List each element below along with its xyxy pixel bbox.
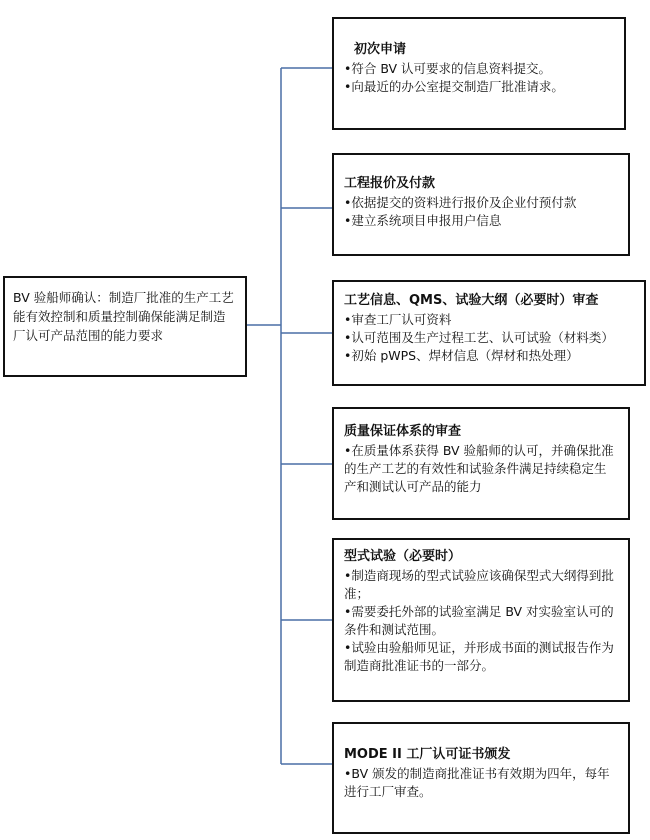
- step-item: •向最近的办公室提交制造厂批准请求。: [344, 79, 564, 94]
- step-item: •符合 BV 认可要求的信息资料提交。: [344, 61, 552, 76]
- step-box-quality-system-review: [332, 407, 630, 520]
- step-box-type-test: [332, 538, 630, 702]
- step-box-initial-application: [332, 17, 626, 130]
- step-title: 质量保证体系的审查: [344, 424, 462, 439]
- step-box-quotation-payment: [332, 153, 630, 256]
- step-title: MODE II 工厂认可证书颁发: [344, 747, 511, 762]
- step-item: •审查工厂认可资料: [344, 312, 452, 327]
- step-item: •需要委托外部的试验室满足 BV 对实验室认可的条件和测试范围。: [344, 604, 614, 637]
- step-item: •BV 颁发的制造商批准证书有效期为四年，每年进行工厂审查。: [344, 766, 610, 799]
- root-box: [3, 276, 247, 377]
- step-item: •制造商现场的型式试验应该确保型式大纲得到批准；: [344, 568, 614, 601]
- step-item: •依据提交的资料进行报价及企业付预付款: [344, 195, 577, 210]
- step-title: 工艺信息、QMS、试验大纲（必要时）审查: [344, 293, 599, 308]
- step-item: •初始 pWPS、焊材信息（焊材和热处理）: [344, 348, 579, 363]
- step-title: 工程报价及付款: [344, 176, 436, 191]
- step-box-process-review: [332, 280, 646, 386]
- step-item: •认可范围及生产过程工艺、认可试验（材料类）: [344, 330, 614, 345]
- step-item: •试验由验船师见证，并形成书面的测试报告作为制造商批准证书的一部分。: [344, 640, 614, 673]
- step-box-certificate-issue: [332, 722, 630, 834]
- step-item: •建立系统项目申报用户信息: [344, 213, 502, 228]
- step-item: •在质量体系获得 BV 验船师的认可，并确保批准的生产工艺的有效性和试验条件满足持续稳定生产和测试认可产品的能力: [344, 443, 614, 494]
- step-title: 初次申请: [354, 42, 407, 57]
- root-text: BV 验船师确认：制造厂批准的生产工艺能有效控制和质量控制确保能满足制造厂认可产品范围的能力要求: [13, 290, 234, 343]
- step-title: 型式试验（必要时）: [344, 549, 462, 564]
